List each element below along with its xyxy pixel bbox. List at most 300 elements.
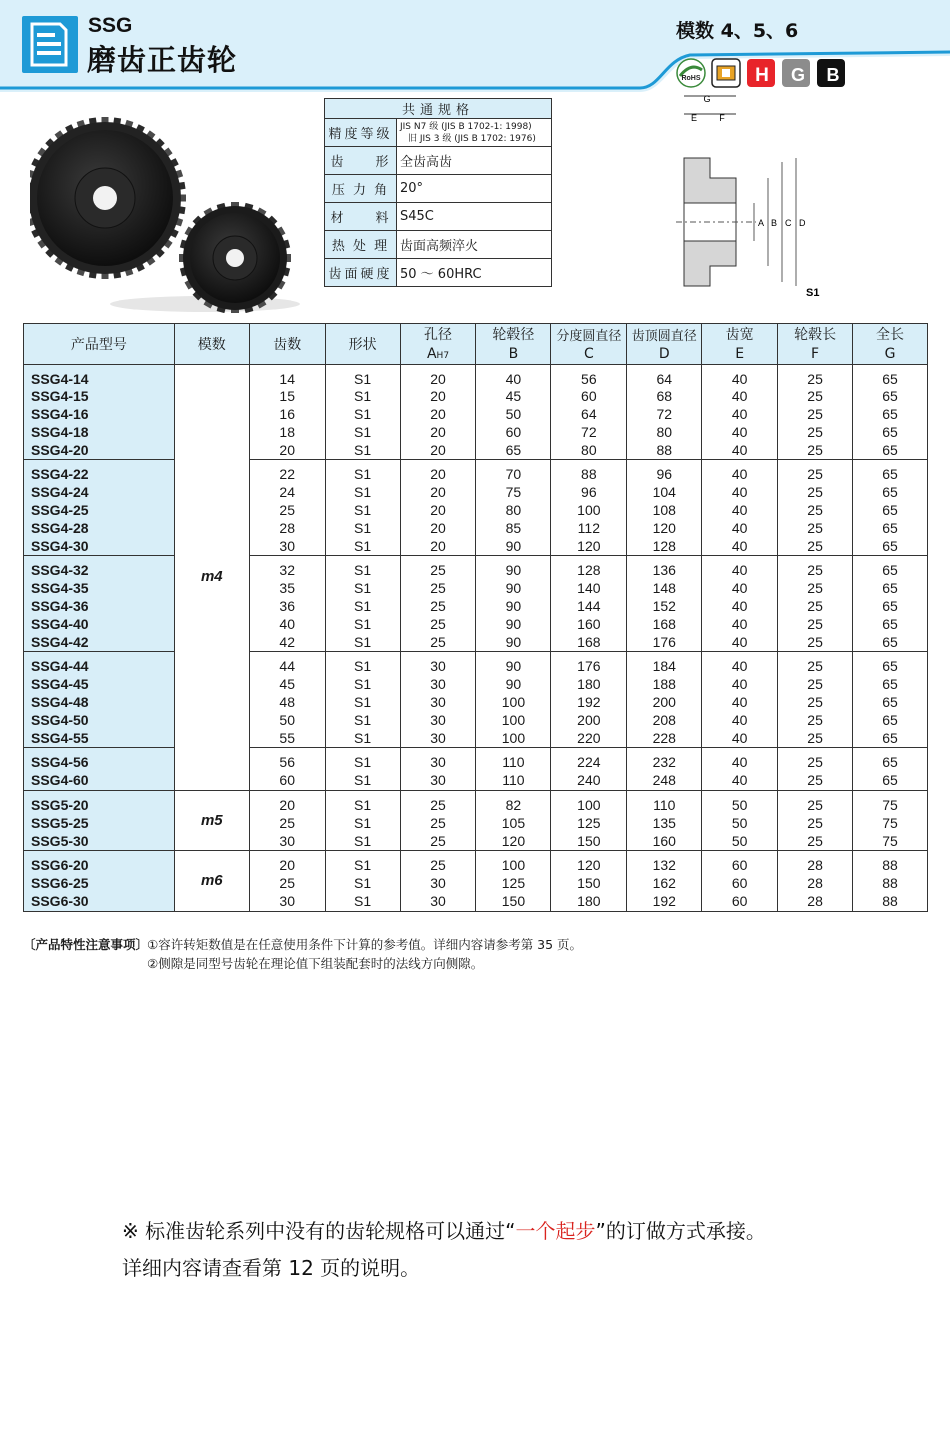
value-cell <box>400 748 476 791</box>
col-bore-sub <box>400 344 476 364</box>
spec-value-tooth-form: 全齿高齿 <box>397 147 552 175</box>
product-model: SSG4-40 <box>31 615 89 632</box>
value-cell <box>476 556 551 652</box>
b-bore-icon <box>816 58 846 88</box>
cell-value: 224 <box>577 754 601 771</box>
cell-value: 65 <box>882 388 898 405</box>
cell-value: 25 <box>807 502 823 519</box>
cell-value: 160 <box>577 615 601 632</box>
cell-value: 50 <box>279 711 295 728</box>
cell-value: 228 <box>652 729 676 746</box>
cell-value: S1 <box>354 370 372 387</box>
cell-value: 65 <box>505 441 522 458</box>
value-cell <box>853 556 928 652</box>
cell-value: 82 <box>505 797 522 814</box>
cell-value: S1 <box>354 875 372 892</box>
cell-value: 90 <box>505 658 522 675</box>
product-model: SSG4-42 <box>31 633 89 650</box>
value-cell <box>476 460 551 556</box>
value-cell <box>476 748 551 791</box>
cell-value: 104 <box>652 484 676 501</box>
cell-value: 25 <box>807 797 823 814</box>
cell-value: 80 <box>505 502 522 519</box>
col-pitch-dia-sub: C <box>551 344 627 364</box>
cell-value: 65 <box>882 633 898 650</box>
cell-value: 28 <box>807 857 823 874</box>
cell-value: 120 <box>577 857 601 874</box>
cell-value: 45 <box>279 676 295 693</box>
cell-value: 232 <box>652 754 676 771</box>
cell-value: 176 <box>577 658 601 675</box>
value-cell <box>627 748 702 791</box>
cell-value: 50 <box>731 814 748 831</box>
value-cell <box>325 791 400 851</box>
cell-value: S1 <box>354 857 372 874</box>
model-cell <box>24 851 175 911</box>
cell-value: 80 <box>656 423 673 440</box>
cell-value: 90 <box>505 633 522 650</box>
value-cell <box>702 556 778 652</box>
cell-value: S1 <box>354 711 372 728</box>
cell-value: 30 <box>279 537 295 554</box>
cell-value: 65 <box>882 711 898 728</box>
value-cell <box>853 851 928 911</box>
dim-label-b: B <box>771 218 778 228</box>
value-cell <box>400 652 476 748</box>
cell-value: S1 <box>354 598 372 615</box>
value-cell <box>551 851 627 911</box>
cell-value: S1 <box>354 615 372 632</box>
footer-line-2: 详细内容请查看第 12 页的说明。 <box>122 1256 421 1280</box>
cell-value: 20 <box>430 370 446 387</box>
col-hub-len: 轮毂长 <box>778 324 853 345</box>
page-title: 磨齿正齿轮 <box>87 43 238 77</box>
model-cell <box>24 364 175 460</box>
cell-value: 65 <box>882 441 898 458</box>
module-cell: m6 <box>174 851 249 911</box>
value-cell <box>249 460 325 556</box>
cell-value: 150 <box>577 875 601 892</box>
table-row-group <box>24 460 928 556</box>
svg-text:RoHS: RoHS <box>681 75 701 82</box>
cell-value: 50 <box>505 406 522 423</box>
cell-value: 40 <box>731 633 748 650</box>
value-cell <box>853 791 928 851</box>
module-cell: m5 <box>174 791 249 851</box>
cell-value: 90 <box>505 580 522 597</box>
product-model: SSG5-30 <box>31 832 89 849</box>
cell-value: 40 <box>505 370 522 387</box>
cell-value: 15 <box>279 388 295 405</box>
product-model: SSG4-36 <box>31 598 89 615</box>
product-model: SSG4-28 <box>31 519 89 536</box>
value-cell <box>853 364 928 460</box>
product-model: SSG4-50 <box>31 711 89 728</box>
cell-value: 96 <box>656 466 673 483</box>
cell-value: S1 <box>354 441 372 458</box>
cell-value: 25 <box>279 875 295 892</box>
cell-value: 20 <box>430 484 446 501</box>
value-cell <box>325 460 400 556</box>
cell-value: 25 <box>807 466 823 483</box>
cell-value: 40 <box>731 694 748 711</box>
col-total: 全长 <box>853 324 928 345</box>
col-bore-sub-letter: A <box>426 345 437 362</box>
col-teeth: 齿数 <box>249 324 325 365</box>
cell-value: 25 <box>430 562 446 579</box>
cell-value: 32 <box>279 562 295 579</box>
table-row-group <box>24 652 928 748</box>
cell-value: 65 <box>882 729 898 746</box>
cell-value: 90 <box>505 615 522 632</box>
cell-value: 50 <box>731 797 748 814</box>
cell-value: 88 <box>581 466 597 483</box>
cell-value: 20 <box>430 519 446 536</box>
col-hub-dia-sub: B <box>476 344 551 364</box>
cell-value: 128 <box>577 562 601 579</box>
cell-value: 75 <box>882 832 898 849</box>
col-face-sub: E <box>702 344 778 364</box>
product-model: SSG4-48 <box>31 694 89 711</box>
svg-text:H: H <box>755 65 769 86</box>
product-model: SSG4-30 <box>31 537 89 554</box>
product-model: SSG4-35 <box>31 580 89 597</box>
value-cell <box>325 364 400 460</box>
cell-value: 65 <box>882 562 898 579</box>
cell-value: 40 <box>731 537 748 554</box>
cell-value: S1 <box>354 814 372 831</box>
product-table-body <box>24 364 928 911</box>
cell-value: 65 <box>882 484 898 501</box>
col-total-sub: G <box>853 344 928 364</box>
custom-order-note <box>122 1213 766 1287</box>
product-model: SSG4-60 <box>31 772 89 789</box>
value-cell <box>400 851 476 911</box>
cell-value: 60 <box>731 875 748 892</box>
cell-value: 30 <box>430 676 446 693</box>
cell-value: 88 <box>882 875 898 892</box>
cell-value: 40 <box>731 711 748 728</box>
cell-value: S1 <box>354 633 372 650</box>
cell-value: S1 <box>354 562 372 579</box>
dimension-drawing <box>656 90 836 304</box>
cell-value: 140 <box>577 580 601 597</box>
product-model: SSG4-25 <box>31 502 89 519</box>
cell-value: 40 <box>731 484 748 501</box>
svg-text:B: B <box>826 65 840 85</box>
cell-value: 30 <box>430 694 446 711</box>
cell-value: 40 <box>731 676 748 693</box>
cell-value: 75 <box>882 797 898 814</box>
value-cell <box>778 791 853 851</box>
notes-label: 〔产品特性注意事项〕 <box>23 937 149 952</box>
value-cell <box>325 652 400 748</box>
col-tip-dia-sub: D <box>627 344 702 364</box>
cell-value: 125 <box>577 814 601 831</box>
common-spec-table <box>324 98 552 287</box>
value-cell <box>325 851 400 911</box>
cell-value: 150 <box>501 893 526 910</box>
cell-value: 144 <box>577 598 601 615</box>
cell-value: S1 <box>354 772 372 789</box>
cell-value: 20 <box>279 441 295 458</box>
cell-value: 152 <box>652 598 676 615</box>
cell-value: S1 <box>354 694 372 711</box>
cell-value: 160 <box>652 832 676 849</box>
cell-value: 40 <box>731 519 748 536</box>
cell-value: 40 <box>731 502 748 519</box>
cell-value: 42 <box>279 633 295 650</box>
cell-value: S1 <box>354 537 372 554</box>
product-model: SSG4-15 <box>31 388 89 405</box>
note-line-2: ②侧隙是同型号齿轮在理论值下组装配套时的法线方向侧隙。 <box>147 956 484 971</box>
cell-value: 25 <box>430 857 446 874</box>
cell-value: 45 <box>505 388 522 405</box>
value-cell <box>778 460 853 556</box>
cell-value: 65 <box>882 772 898 789</box>
cell-value: 25 <box>807 484 823 501</box>
cell-value: 180 <box>577 893 601 910</box>
cell-value: S1 <box>354 519 372 536</box>
table-row-group <box>24 791 928 851</box>
product-notes <box>23 935 582 973</box>
value-cell <box>249 652 325 748</box>
value-cell <box>853 748 928 791</box>
cell-value: 100 <box>501 711 526 728</box>
cell-value: 162 <box>652 875 676 892</box>
value-cell <box>249 748 325 791</box>
cell-value: 168 <box>652 615 676 632</box>
cell-value: 25 <box>807 729 823 746</box>
cell-value: 28 <box>279 519 295 536</box>
cell-value: 25 <box>807 406 823 423</box>
cell-value: 40 <box>731 388 748 405</box>
value-cell <box>325 556 400 652</box>
cell-value: 25 <box>430 615 446 632</box>
cell-value: 20 <box>430 537 446 554</box>
cell-value: 68 <box>656 388 673 405</box>
cell-value: 40 <box>731 754 748 771</box>
cell-value: S1 <box>354 729 372 746</box>
value-cell <box>551 364 627 460</box>
cell-value: 30 <box>279 893 295 910</box>
cell-value: 56 <box>581 370 597 387</box>
table-row-group <box>24 556 928 652</box>
cell-value: 25 <box>807 814 823 831</box>
value-cell <box>551 748 627 791</box>
table-row-group <box>24 748 928 791</box>
cell-value: 65 <box>882 754 898 771</box>
value-cell <box>702 460 778 556</box>
product-model: SSG4-44 <box>31 658 89 675</box>
cell-value: 25 <box>430 580 446 597</box>
cell-value: 25 <box>807 615 823 632</box>
value-cell <box>551 791 627 851</box>
cell-value: 100 <box>577 797 601 814</box>
cell-value: 25 <box>807 370 823 387</box>
cell-value: 184 <box>652 658 676 675</box>
value-cell <box>249 851 325 911</box>
cell-value: S1 <box>354 388 372 405</box>
cell-value: 120 <box>501 832 526 849</box>
note-line-1: ①容许转矩数值是在任意使用条件下计算的参考值。详细内容请参考第 35 页。 <box>147 937 583 952</box>
cell-value: 65 <box>882 598 898 615</box>
cell-value: 72 <box>656 406 673 423</box>
footer-text-b: ”的订做方式承接。 <box>595 1219 766 1243</box>
table-row-group <box>24 851 928 911</box>
product-model: SSG4-45 <box>31 676 89 693</box>
cell-value: 180 <box>577 676 601 693</box>
cell-value: S1 <box>354 502 372 519</box>
cell-value: 28 <box>807 893 823 910</box>
cell-value: 60 <box>731 893 748 910</box>
cell-value: 25 <box>807 423 823 440</box>
cell-value: 85 <box>505 519 522 536</box>
product-model: SSG5-25 <box>31 814 89 831</box>
cell-value: 65 <box>882 615 898 632</box>
cell-value: 90 <box>505 562 522 579</box>
dim-label-g: G <box>703 94 711 104</box>
product-table <box>23 323 928 912</box>
cell-value: S1 <box>354 754 372 771</box>
cell-value: 40 <box>731 562 748 579</box>
cell-value: 60 <box>279 772 295 789</box>
value-cell <box>702 748 778 791</box>
cell-value: 24 <box>279 484 295 501</box>
cell-value: 188 <box>652 676 676 693</box>
spec-value-heat-treatment: 齿面高频淬火 <box>397 231 552 259</box>
col-face: 齿宽 <box>702 324 778 345</box>
footer-highlight: 一个起步 <box>515 1219 596 1243</box>
cell-value: 20 <box>430 502 446 519</box>
value-cell <box>551 556 627 652</box>
cell-value: S1 <box>354 484 372 501</box>
dim-label-f: F <box>719 113 725 123</box>
color-badge-icon <box>711 58 741 88</box>
cell-value: 25 <box>807 388 823 405</box>
cell-value: 64 <box>581 406 597 423</box>
cell-value: S1 <box>354 893 372 910</box>
cell-value: 65 <box>882 370 898 387</box>
value-cell <box>325 748 400 791</box>
cell-value: 20 <box>430 406 446 423</box>
product-model: SSG6-20 <box>31 857 89 874</box>
cell-value: 30 <box>430 772 446 789</box>
spec-key-material: 材 料 <box>325 203 397 231</box>
cell-value: S1 <box>354 580 372 597</box>
shape-code-label: S1 <box>806 287 820 299</box>
cell-value: 25 <box>807 658 823 675</box>
spec-accuracy-line2: 旧 JIS 3 级 (JIS B 1702: 1976) <box>408 133 536 144</box>
cell-value: 40 <box>731 658 748 675</box>
value-cell <box>400 460 476 556</box>
model-cell <box>24 556 175 652</box>
cell-value: 40 <box>731 729 748 746</box>
cell-value: 40 <box>731 615 748 632</box>
cell-value: 64 <box>656 370 673 387</box>
cell-value: 20 <box>279 797 295 814</box>
cell-value: 65 <box>882 519 898 536</box>
cell-value: S1 <box>354 658 372 675</box>
value-cell <box>249 364 325 460</box>
col-hub-len-sub: F <box>778 344 853 364</box>
cell-value: 30 <box>279 832 295 849</box>
cell-value: 60 <box>505 423 522 440</box>
cell-value: 125 <box>501 875 526 892</box>
cell-value: 70 <box>505 466 522 483</box>
product-model: SSG4-16 <box>31 406 89 423</box>
cell-value: 55 <box>279 729 295 746</box>
cell-value: 88 <box>656 441 673 458</box>
cell-value: 75 <box>505 484 522 501</box>
value-cell <box>400 791 476 851</box>
cell-value: 240 <box>577 772 601 789</box>
col-shape: 形状 <box>325 324 400 365</box>
cell-value: 110 <box>502 772 525 789</box>
cell-value: 40 <box>731 441 748 458</box>
value-cell <box>249 791 325 851</box>
product-model: SSG5-20 <box>31 797 89 814</box>
dim-label-d: D <box>799 218 806 228</box>
spec-value-accuracy <box>397 119 552 147</box>
cell-value: 65 <box>882 694 898 711</box>
spec-value-material: S45C <box>397 203 552 231</box>
cell-value: 25 <box>807 598 823 615</box>
product-model: SSG6-25 <box>31 875 89 892</box>
cell-value: 48 <box>279 694 295 711</box>
spec-value-hardness: 50 ～ 60HRC <box>397 259 552 287</box>
cell-value: 88 <box>882 893 898 910</box>
cell-value: 65 <box>882 537 898 554</box>
cell-value: 88 <box>882 857 898 874</box>
col-hub-dia: 轮毂径 <box>476 324 551 345</box>
cell-value: 60 <box>731 857 748 874</box>
cell-value: 100 <box>501 857 526 874</box>
cell-value: 25 <box>279 502 295 519</box>
cell-value: 220 <box>577 729 601 746</box>
value-cell <box>778 556 853 652</box>
cell-value: 80 <box>581 441 597 458</box>
product-model: SSG4-22 <box>31 466 89 483</box>
cell-value: 35 <box>279 580 295 597</box>
cell-value: 56 <box>279 754 295 771</box>
product-model: SSG4-55 <box>31 729 89 746</box>
cell-value: 100 <box>501 694 526 711</box>
value-cell <box>702 652 778 748</box>
spec-key-hardness: 齿面硬度 <box>325 259 397 287</box>
model-cell <box>24 791 175 851</box>
cell-value: 16 <box>279 406 295 423</box>
value-cell <box>627 851 702 911</box>
value-cell <box>476 652 551 748</box>
cell-value: S1 <box>354 832 372 849</box>
gear-product-photo <box>30 98 300 313</box>
product-model: SSG4-18 <box>31 423 89 440</box>
table-row-group <box>24 364 928 460</box>
cell-value: 65 <box>882 676 898 693</box>
cell-value: 128 <box>652 537 676 554</box>
cell-value: 40 <box>731 423 748 440</box>
spec-header: 共通规格 <box>325 99 552 119</box>
module-range-label: 模数 4、5、6 <box>676 20 799 42</box>
col-bore-tolerance: H7 <box>436 350 450 361</box>
value-cell <box>627 364 702 460</box>
cell-value: 25 <box>807 441 823 458</box>
cell-value: 110 <box>502 754 525 771</box>
spec-key-tooth-form: 齿 形 <box>325 147 397 175</box>
cell-value: 25 <box>807 832 823 849</box>
cell-value: 25 <box>807 519 823 536</box>
